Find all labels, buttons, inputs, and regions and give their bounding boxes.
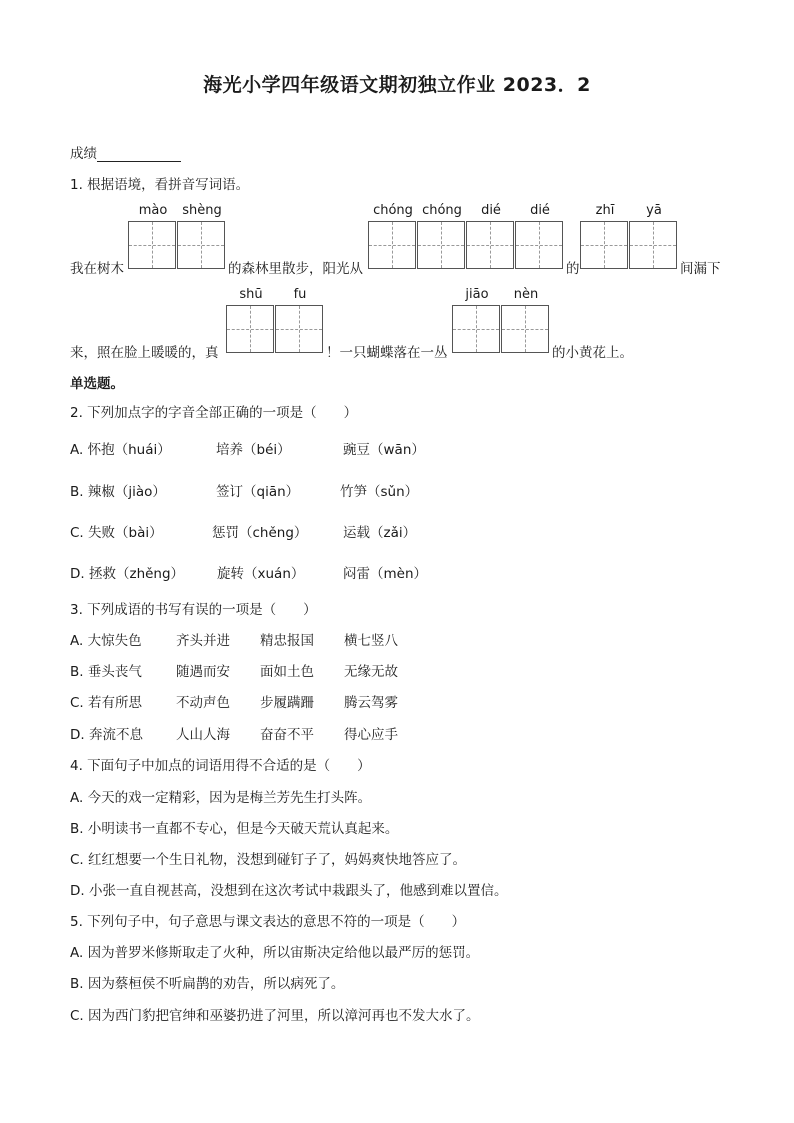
q3-option-a-4: 横七竖八 xyxy=(344,633,398,649)
pinyin: shū xyxy=(239,287,263,302)
pinyin: jiāo xyxy=(465,287,489,302)
writing-box[interactable] xyxy=(580,221,628,269)
writing-box[interactable] xyxy=(629,221,677,269)
q2-option-a-3: 豌豆（wān） xyxy=(343,442,425,458)
q3-option-a-1[interactable]: A. 大惊失色 xyxy=(70,633,142,649)
q2-option-c-2: 惩罚（chěng） xyxy=(212,525,308,541)
q5-option-a[interactable]: A. 因为普罗米修斯取走了火种，所以宙斯决定给他以最严厉的惩罚。 xyxy=(70,945,480,961)
pinyin: dié xyxy=(530,203,550,218)
q3-option-a-2: 齐头并进 xyxy=(176,633,230,649)
q3-option-d-4: 得心应手 xyxy=(344,727,398,743)
q3-option-c-1[interactable]: C. 若有所思 xyxy=(70,695,143,711)
sentence-text: 的森林里散步，阳光从 xyxy=(228,261,363,277)
q3-option-d-2: 人山人海 xyxy=(176,727,230,743)
writing-box[interactable] xyxy=(515,221,563,269)
q3-option-b-2: 随遇而安 xyxy=(176,664,230,680)
q2-stem: 2. 下列加点字的字音全部正确的一项是（ ） xyxy=(70,405,358,421)
q4-option-d[interactable]: D. 小张一直自视甚高，没想到在这次考试中栽跟头了，他感到难以置信。 xyxy=(70,883,508,899)
q3-option-d-3: 奋奋不平 xyxy=(260,727,314,743)
writing-box[interactable] xyxy=(452,305,500,353)
q2-option-b-1[interactable]: B. 辣椒（jiào） xyxy=(70,484,166,500)
q3-option-c-3: 步履蹒跚 xyxy=(260,695,314,711)
pinyin: dié xyxy=(481,203,501,218)
q2-option-a-1[interactable]: A. 怀抱（huái） xyxy=(70,442,171,458)
sentence-text: 来，照在脸上暖暖的，真 xyxy=(70,345,219,361)
pinyin: zhī xyxy=(595,203,615,218)
q2-option-d-3: 闷雷（mèn） xyxy=(343,566,428,582)
pinyin: chóng xyxy=(422,203,462,218)
q2-option-d-1[interactable]: D. 拯救（zhěng） xyxy=(70,566,185,582)
writing-box[interactable] xyxy=(177,221,225,269)
q1-stem: 1. 根据语境，看拼音写词语。 xyxy=(70,177,250,193)
writing-box[interactable] xyxy=(466,221,514,269)
q4-option-b[interactable]: B. 小明读书一直都不专心，但是今天破天荒认真起来。 xyxy=(70,821,399,837)
q3-stem: 3. 下列成语的书写有误的一项是（ ） xyxy=(70,602,317,618)
q2-option-b-2: 签订（qiān） xyxy=(216,484,300,500)
pinyin: chóng xyxy=(373,203,413,218)
q2-option-c-3: 运载（zǎi） xyxy=(343,525,417,541)
pinyin: fu xyxy=(293,287,307,302)
pinyin: yā xyxy=(646,203,662,218)
q3-option-d-1[interactable]: D. 奔流不息 xyxy=(70,727,143,743)
q4-stem: 4. 下面句子中加点的词语用得不合适的是（ ） xyxy=(70,758,371,774)
q2-option-b-3: 竹笋（sǔn） xyxy=(340,484,419,500)
pinyin: nèn xyxy=(513,287,539,302)
pinyin: shèng xyxy=(182,203,222,218)
writing-box[interactable] xyxy=(226,305,274,353)
q2-option-d-2: 旋转（xuán） xyxy=(217,566,305,582)
q5-stem: 5. 下列句子中，句子意思与课文表达的意思不符的一项是（ ） xyxy=(70,914,466,930)
writing-box[interactable] xyxy=(501,305,549,353)
sentence-text: 的 xyxy=(566,261,580,277)
q5-option-c[interactable]: C. 因为西门豹把官绅和巫婆扔进了河里，所以漳河再也不发大水了。 xyxy=(70,1008,480,1024)
q3-option-b-1[interactable]: B. 垂头丧气 xyxy=(70,664,142,680)
score-label: 成绩 xyxy=(70,146,97,162)
section-heading: 单选题。 xyxy=(70,376,124,392)
q2-option-c-1[interactable]: C. 失败（bài） xyxy=(70,525,163,541)
q4-option-a[interactable]: A. 今天的戏一定精彩，因为是梅兰芳先生打头阵。 xyxy=(70,790,372,806)
q3-option-c-4: 腾云驾雾 xyxy=(344,695,398,711)
sentence-text: 的小黄花上。 xyxy=(552,345,633,361)
score-field xyxy=(70,142,181,162)
writing-box[interactable] xyxy=(275,305,323,353)
writing-box[interactable] xyxy=(417,221,465,269)
page-title: 海光小学四年级语文期初独立作业 2023．2 xyxy=(203,74,591,96)
pinyin: mào xyxy=(138,203,168,218)
writing-box[interactable] xyxy=(368,221,416,269)
q3-option-a-3: 精忠报国 xyxy=(260,633,314,649)
q4-option-c[interactable]: C. 红红想要一个生日礼物，没想到碰钉子了，妈妈爽快地答应了。 xyxy=(70,852,467,868)
sentence-text: 间漏下 xyxy=(680,261,721,277)
q3-option-c-2: 不动声色 xyxy=(176,695,230,711)
score-blank xyxy=(97,147,181,162)
writing-box[interactable] xyxy=(128,221,176,269)
sentence-text: ！一只蝴蝶落在一丛 xyxy=(326,345,448,361)
q3-option-b-4: 无缘无故 xyxy=(344,664,398,680)
q2-option-a-2: 培养（béi） xyxy=(216,442,291,458)
q5-option-b[interactable]: B. 因为蔡桓侯不听扁鹊的劝告，所以病死了。 xyxy=(70,976,345,992)
sentence-text: 我在树木 xyxy=(70,261,124,277)
q3-option-b-3: 面如土色 xyxy=(260,664,314,680)
